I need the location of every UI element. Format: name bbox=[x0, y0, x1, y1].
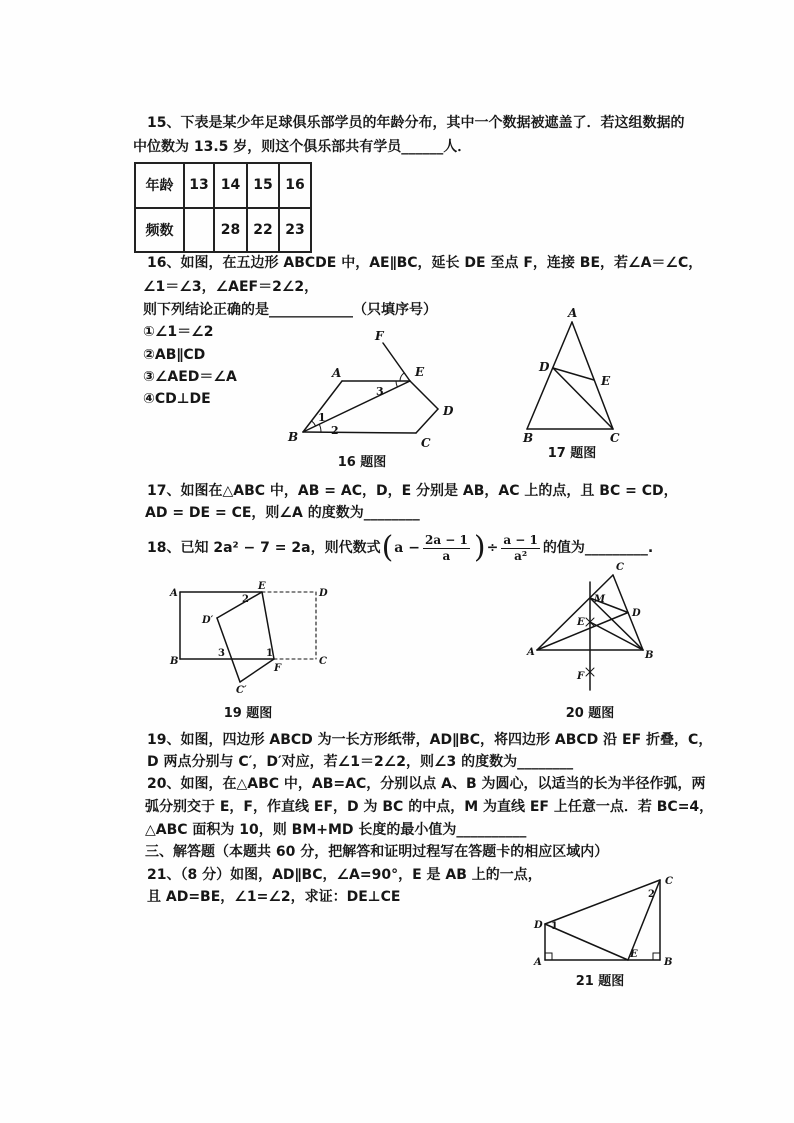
fig19-label-c: C bbox=[319, 656, 327, 667]
fig21-label-b: B bbox=[664, 957, 673, 968]
q16-option-4: ④CD⊥DE bbox=[143, 391, 211, 407]
fig21-segment-dc bbox=[545, 880, 660, 924]
table-cell: 15 bbox=[247, 163, 279, 208]
fig16-label-b: B bbox=[288, 430, 299, 444]
figure-19-folded-strip bbox=[168, 580, 330, 696]
fig19-label-e: E bbox=[258, 581, 266, 592]
fig19-segment-ed-prime bbox=[217, 592, 262, 618]
fig21-label-c: C bbox=[665, 876, 673, 887]
age-frequency-table bbox=[134, 162, 312, 253]
table-row-frequency bbox=[135, 208, 311, 253]
table-cell: 23 bbox=[279, 208, 311, 253]
fig20-segment-eb bbox=[590, 622, 643, 650]
fig16-label-d: D bbox=[443, 404, 454, 418]
fig19-label-d-prime: D′ bbox=[202, 615, 214, 626]
fig19-label-f: F bbox=[274, 663, 282, 674]
fig17-label-c: C bbox=[610, 431, 620, 445]
q18-divide-sign: ÷ bbox=[486, 540, 499, 556]
q17-line-1: 17、如图在△ABC 中，AB = AC，D，E 分别是 AB，AC 上的点，且 BC = CD， bbox=[147, 483, 678, 499]
q20-line-2: 弧分别交于 E，F，作直线 EF，D 为 BC 的中点，M 为直线 EF 上任意一点．若 BC=4， bbox=[145, 799, 714, 815]
age-header-cell: 年龄 bbox=[135, 163, 184, 208]
q19-line-1: 19、如图，四边形 ABCD 为一长方形纸带，AD∥BC，将四边形 ABCD 沿 EF 折叠，C， bbox=[147, 732, 713, 748]
figure-19-caption: 19 题图 bbox=[223, 706, 273, 721]
fig16-angle-2-arc bbox=[319, 424, 321, 432]
fig20-label-f: F bbox=[577, 671, 585, 682]
fig21-label-e: E bbox=[630, 949, 638, 960]
q16-line-3-text: 则下列结论正确的是 bbox=[143, 302, 269, 318]
fig20-label-d: D bbox=[632, 608, 641, 619]
q16-line-3-note: （只填序号） bbox=[353, 302, 437, 318]
fig19-segment-c-prime-f bbox=[240, 659, 274, 682]
fig19-label-d: D bbox=[319, 588, 328, 599]
q18-fraction-2-numerator: a − 1 bbox=[503, 532, 538, 547]
fig21-segment-ec bbox=[628, 880, 660, 960]
q18-end: . bbox=[647, 540, 654, 556]
fig16-angle-1-arc bbox=[312, 421, 316, 426]
fig20-label-e: E bbox=[577, 617, 585, 628]
fig21-right-angle-a bbox=[545, 953, 552, 960]
fig19-label-c-prime: C′ bbox=[236, 685, 247, 696]
q16-option-1: ①∠1＝∠2 bbox=[143, 324, 214, 340]
table-cell: 22 bbox=[247, 208, 279, 253]
fig17-label-d: D bbox=[539, 360, 550, 374]
fig20-label-b: B bbox=[645, 650, 654, 661]
fig20-segment-ac bbox=[537, 575, 613, 650]
fig16-angle-3-arc bbox=[396, 381, 397, 387]
figure-16-caption: 16 题图 bbox=[337, 455, 387, 470]
fig16-label-c: C bbox=[421, 436, 431, 450]
fig20-segment-mb bbox=[590, 598, 643, 650]
q18-term: a − bbox=[394, 540, 420, 556]
answer-blank: _________ bbox=[584, 540, 648, 556]
q18-fraction-2-denominator: a² bbox=[514, 548, 528, 563]
fig16-angle-label-2: 2 bbox=[331, 424, 339, 437]
fig21-label-a: A bbox=[534, 957, 542, 968]
fig21-right-angle-b bbox=[653, 953, 660, 960]
fig21-label-d: D bbox=[534, 920, 543, 931]
q21-line-2: 且 AD=BE，∠1=∠2，求证：DE⊥CE bbox=[147, 889, 401, 905]
q18-fraction-1 bbox=[423, 533, 470, 564]
fig16-segment-ed bbox=[410, 381, 438, 409]
table-cell: 14 bbox=[214, 163, 247, 208]
q16-line-3 bbox=[143, 301, 503, 319]
fig16-angle-label-3: 3 bbox=[376, 385, 384, 398]
fig17-label-b: B bbox=[523, 431, 534, 445]
fig16-label-e: E bbox=[415, 365, 425, 379]
q20-line-3: △ABC 面积为 10，则 BM+MD 长度的最小值为__________ bbox=[145, 822, 527, 838]
q16-line-2: ∠1＝∠3，∠AEF＝2∠2， bbox=[143, 279, 319, 295]
q20-line-1: 20、如图，在△ABC 中，AB=AC，分别以点 A、B 为圆心，以适当的长为半径作弧，两 bbox=[147, 776, 706, 792]
fig16-angle-label-1: 1 bbox=[318, 411, 326, 424]
q16-option-2: ②AB∥CD bbox=[143, 347, 206, 363]
fig21-angle-label-2: 2 bbox=[648, 889, 655, 900]
answer-blank: ____________ bbox=[269, 302, 353, 318]
fig16-segment-bc bbox=[303, 432, 416, 433]
fig17-label-a: A bbox=[568, 306, 578, 320]
fig19-angle-label-2: 2 bbox=[242, 594, 249, 605]
fig20-label-m: M bbox=[594, 594, 606, 605]
q17-line-2: AD = DE = CE，则∠A 的度数为________ bbox=[145, 505, 420, 521]
fig20-label-a: A bbox=[527, 647, 535, 658]
q15-line-2: 中位数为 13.5 岁，则这个俱乐部共有学员______人． bbox=[133, 139, 472, 155]
fig16-label-f: F bbox=[375, 329, 384, 343]
figure-21-trapezoid bbox=[528, 870, 680, 970]
q16-line-1: 16、如图，在五边形 ABCDE 中，AE∥BC，延长 DE 至点 F，连接 BE，若∠A＝∠C， bbox=[147, 255, 703, 271]
figure-21-caption: 21 题图 bbox=[575, 974, 625, 989]
frequency-header-cell: 频数 bbox=[135, 208, 184, 253]
q18-right-paren: ) bbox=[473, 530, 486, 565]
q21-line-1: 21、（8 分）如图，AD∥BC，∠A=90°，E 是 AB 上的一点， bbox=[147, 867, 542, 883]
q18-prefix: 18、已知 2a² − 7 = 2a，则代数式 bbox=[147, 540, 381, 556]
fig16-label-a: A bbox=[332, 366, 342, 380]
q19-line-2: D 两点分别与 C′，D′对应，若∠1＝2∠2，则∠3 的度数为________ bbox=[147, 754, 574, 770]
fig16-segment-fe bbox=[383, 343, 410, 381]
figure-17-triangle bbox=[515, 305, 630, 445]
fig16-segment-dc bbox=[416, 409, 438, 433]
fig17-segment-ab bbox=[527, 322, 572, 429]
fig19-label-a: A bbox=[170, 588, 178, 599]
fig19-angle-label-1: 1 bbox=[266, 648, 273, 659]
q18-left-paren: ( bbox=[381, 530, 394, 565]
covered-cell bbox=[184, 208, 214, 253]
fig19-label-b: B bbox=[170, 656, 179, 667]
figure-16-pentagon bbox=[280, 325, 470, 455]
table-cell: 16 bbox=[279, 163, 311, 208]
fig20-label-c: C bbox=[616, 562, 624, 573]
q15-line-1: 15、下表是某少年足球俱乐部学员的年龄分布，其中一个数据被遮盖了．若这组数据的 bbox=[147, 115, 685, 131]
section-3-heading: 三、解答题（本题共 60 分，把解答和证明过程写在答题卡的相应区域内） bbox=[145, 844, 609, 860]
q18-suffix: 的值为 bbox=[542, 540, 585, 556]
q16-option-3: ③∠AED＝∠A bbox=[143, 369, 237, 385]
figure-20-caption: 20 题图 bbox=[565, 706, 615, 721]
q18-fraction-1-numerator: 2a − 1 bbox=[424, 532, 468, 547]
table-row-age bbox=[135, 163, 311, 208]
table-cell: 28 bbox=[214, 208, 247, 253]
fig16-angle-aef-arc bbox=[400, 373, 404, 381]
figure-20-triangle bbox=[525, 558, 657, 692]
fig17-label-e: E bbox=[601, 374, 611, 388]
fig21-angle-label-1: 1 bbox=[551, 921, 558, 932]
q18-fraction-1-denominator: a bbox=[442, 548, 451, 563]
figure-17-caption: 17 题图 bbox=[547, 446, 597, 461]
table-cell: 13 bbox=[184, 163, 214, 208]
fig19-angle-label-3: 3 bbox=[218, 648, 225, 659]
